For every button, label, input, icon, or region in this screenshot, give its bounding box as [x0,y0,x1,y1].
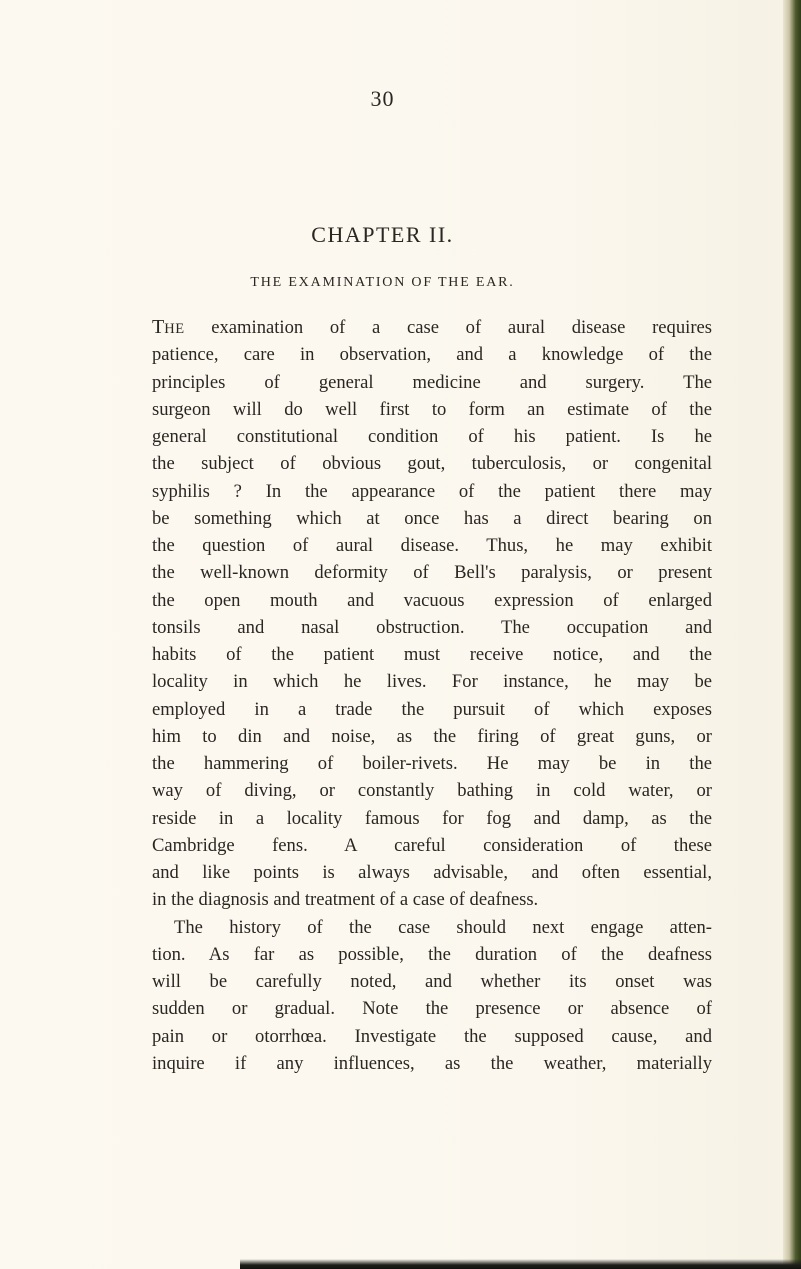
body-text [152,314,712,1077]
text-line: will be carefully noted, and whether its onset was [152,971,712,992]
chapter-title: CHAPTER II. [311,222,454,247]
text-line: the subject of obvious gout, tuberculosis, or congenital [152,453,712,475]
text-line: reside in a locality famous for fog and damp, as the [152,807,712,829]
text-line: Cambridge fens. A careful consideration of these [152,834,712,856]
text-line: him to din and noise, as the firing of great guns, or [152,725,712,747]
text-line: The history of the case should next engage atten- [174,916,712,938]
page-bottom-shadow [240,1259,801,1269]
page-binding-edge [783,0,801,1269]
text-line: employed in a trade the pursuit of which exposes [152,698,712,720]
text-line: syphilis ? In the appearance of the patient there may [152,480,712,502]
small-caps-word: HE [164,321,185,337]
text-line: and like points is always advisable, and often essential, [152,862,712,883]
text-line: principles of general medicine and surgery. The [152,371,712,393]
line-text: examination of a case of aural disease requires [184,317,712,338]
text-line: tonsils and nasal obstruction. The occupation and [152,616,712,638]
text-line [152,314,712,341]
text-line: the well-known deformity of Bell's paralysis, or present [152,562,712,584]
page-number: 30 [370,86,395,111]
text-line: habits of the patient must receive notice, and the [152,644,712,665]
text-line: surgeon will do well first to form an estimate of the [152,398,712,420]
text-line: locality in which he lives. For instance, he may be [152,671,712,693]
text-line: the open mouth and vacuous expression of enlarged [152,589,712,611]
text-line: in the diagnosis and treatment of a case of deafness. [152,889,539,911]
text-line: inquire if any influences, as the weather, materially [152,1052,712,1074]
text-line: pain or otorrhœa. Investigate the supposed cause, and [152,1025,712,1047]
text-line: general constitutional condition of his patient. Is he [152,426,712,447]
text-line: the question of aural disease. Thus, he may exhibit [152,535,712,556]
text-line: the hammering of boiler-rivets. He may be in the [152,753,712,774]
drop-initial: T [152,316,165,338]
text-line: be something which at once has a direct bearing on [152,507,712,529]
text-line: sudden or gradual. Note the presence or absence of [152,998,712,1020]
text-line: way of diving, or constantly bathing in cold water, or [152,780,712,802]
text-line: tion. As far as possible, the duration of the deafness [152,943,712,965]
chapter-subtitle: THE EXAMINATION OF THE EAR. [250,275,515,290]
text-line: patience, care in observation, and a knowledge of the [152,344,712,366]
